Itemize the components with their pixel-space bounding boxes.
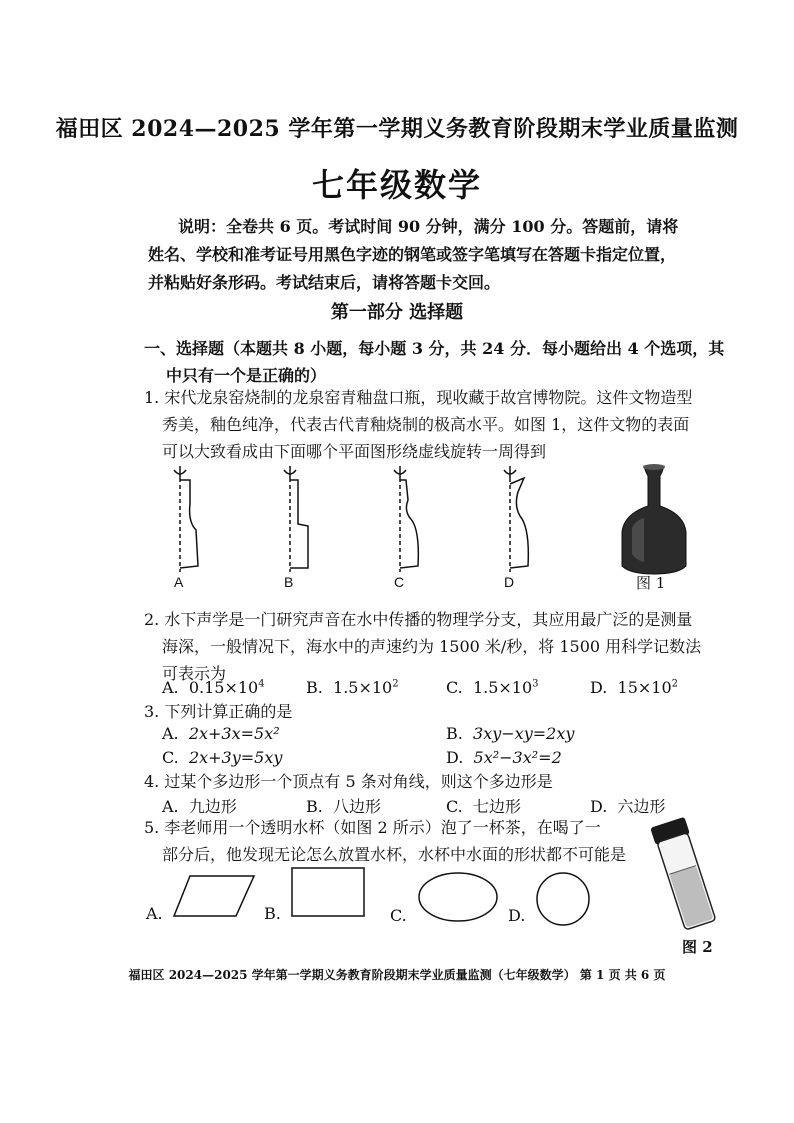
question-2-line-1: 2. 水下声学是一门研究声音在水中传播的物理学分支，其应用最广泛的是测量	[144, 610, 693, 629]
q1-option-b-label: B	[284, 574, 294, 590]
section-heading-line-1: 一、选择题（本题共 8 小题，每小题 3 分，共 24 分．每小题给出 4 个选项，其	[144, 339, 725, 358]
page-footer: 福田区 2024—2025 学年第一学期义务教育阶段期末学业质量监测（七年级数学） 第 1 页 共 6 页	[128, 968, 666, 982]
q1-option-a-label: A	[174, 574, 184, 590]
subject-title: 七年级数学	[311, 166, 482, 204]
q2-option-a[interactable]: A. $0.15\times 10^4$	[162, 678, 265, 697]
q5-option-d-label[interactable]: D.	[508, 906, 526, 925]
question-2-line-2: 海深，一般情况下，海水中的声速约为 1500 米/秒，将 1500 用科学记数法	[162, 637, 702, 656]
q2-option-c[interactable]: C. $1.5\times 10^3$	[446, 678, 539, 697]
q5-circle-shape	[534, 870, 592, 928]
question-2-line-3: 可表示为	[162, 664, 227, 683]
q1-shape-a	[174, 466, 198, 572]
instructions	[148, 213, 748, 297]
q4-option-a[interactable]: A. 九边形	[162, 797, 237, 816]
q5-ellipse-shape	[416, 870, 500, 924]
question-1-line-3: 可以大致看成由下面哪个平面图形绕虚线旋转一周得到	[162, 442, 547, 461]
q3-option-b[interactable]: B. 3xy−xy=2xy	[446, 724, 575, 743]
q3-option-a[interactable]: A. 2x+3x=5x²	[162, 724, 280, 743]
q1-shape-c	[394, 466, 418, 572]
question-3: 3. 下列计算正确的是	[144, 702, 293, 721]
q1-option-c-label: C	[394, 574, 405, 590]
q2-option-b[interactable]: B. $1.5\times 10^2$	[306, 678, 399, 697]
question-5-line-1: 5. 李老师用一个透明水杯（如图 2 所示）泡了一杯茶，在喝了一	[144, 818, 601, 837]
question-4: 4. 过某个多边形一个顶点有 5 条对角线，则这个多边形是	[144, 772, 553, 791]
question-1-line-1: 1. 宋代龙泉窑烧制的龙泉窑青釉盘口瓶，现收藏于故宫博物院。这件文物造型	[144, 388, 693, 407]
q3-option-d[interactable]: D. 5x²−3x²=2	[446, 748, 562, 767]
q1-shape-d	[504, 466, 528, 572]
figure-2-caption: 图 2	[682, 938, 713, 956]
q4-option-c[interactable]: C. 七边形	[446, 797, 521, 816]
q5-cup-illustration	[640, 812, 726, 936]
q5-option-c-label[interactable]: C.	[390, 906, 407, 925]
instructions-line-2: 姓名、学校和准考证号用黑色字迹的钢笔或签字笔填写在答题卡指定位置，	[148, 245, 677, 264]
figure-1-caption: 图 1	[636, 574, 666, 592]
q4-option-b[interactable]: B. 八边形	[306, 797, 382, 816]
q5-option-b-label[interactable]: B.	[264, 904, 281, 923]
instructions-line-3: 并粘贴好条形码。考试结束后，请将答题卡交回。	[148, 273, 501, 292]
q4-option-d[interactable]: D. 六边形	[590, 797, 666, 816]
q1-shape-b	[284, 466, 308, 572]
question-2	[144, 606, 764, 687]
question-5-line-2: 部分后，他发现无论怎么放置水杯，水杯中水面的形状都不可能是	[162, 845, 627, 864]
question-1-line-2: 秀美，釉色纯净，代表古代青釉烧制的极高水平。如图 1，这件文物的表面	[162, 415, 690, 434]
question-5	[144, 814, 644, 868]
section-heading	[144, 335, 754, 389]
q2-option-d[interactable]: D. $15\times 10^2$	[590, 678, 679, 697]
question-1	[144, 384, 764, 465]
section-heading-line-2: 中只有一个是正确的）	[166, 366, 327, 385]
q3-option-c[interactable]: C. 2x+3y=5xy	[162, 748, 283, 767]
q5-rectangle-shape	[290, 866, 366, 918]
q1-vase-illustration	[622, 464, 686, 574]
q1-option-d-label: D	[504, 574, 515, 590]
part-title: 第一部分 选择题	[330, 302, 464, 323]
exam-title: 福田区 2024—2025 学年第一学期义务教育阶段期末学业质量监测	[55, 116, 739, 142]
q5-parallelogram-shape	[172, 872, 256, 922]
q5-option-a-label[interactable]: A.	[146, 904, 163, 923]
instructions-line-1: 说明：全卷共 6 页。考试时间 90 分钟，满分 100 分。答题前，请将	[178, 217, 679, 236]
